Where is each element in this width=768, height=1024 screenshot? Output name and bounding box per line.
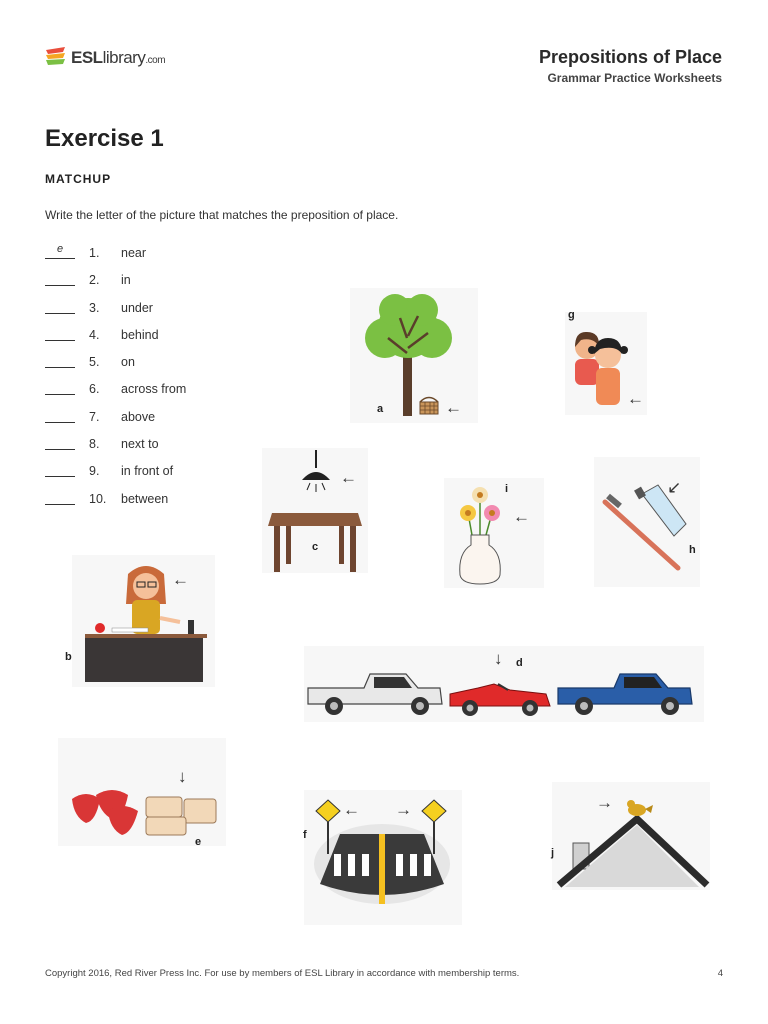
- arrow-diag-h: ↙: [667, 478, 682, 497]
- answer-blank[interactable]: [45, 504, 75, 505]
- question-row: [45, 490, 275, 517]
- answer-blank[interactable]: [45, 313, 75, 314]
- picture-label-e: e: [195, 836, 202, 848]
- arrow-left-g: ←: [627, 389, 644, 408]
- answer-blank[interactable]: [45, 367, 75, 368]
- instructions: Write the letter of the picture that matches the preposition of place.: [45, 208, 399, 222]
- logo-library: library: [102, 48, 146, 67]
- page-title: Prepositions of Place: [538, 47, 722, 67]
- arrow-down-d: ↓: [494, 649, 503, 668]
- question-row: [45, 353, 275, 380]
- question-word: above: [121, 409, 156, 424]
- copyright-footer: Copyright 2016, Red River Press Inc. For use by members of ESL Library in accordance with membership terms.: [45, 968, 520, 979]
- question-row: [45, 435, 275, 462]
- question-row: [45, 408, 275, 435]
- arrow-left-a: ←: [445, 398, 462, 417]
- picture-label-h: h: [689, 544, 696, 556]
- blue-truck-icon: [556, 668, 694, 718]
- picture-label-g: g: [568, 309, 575, 321]
- answer-blank[interactable]: [45, 285, 75, 286]
- question-number: 5.: [89, 355, 100, 370]
- question-word: in front of: [121, 464, 174, 479]
- arrow-right-f: →: [395, 800, 412, 819]
- question-word: in: [121, 273, 131, 288]
- page-number: 4: [717, 968, 723, 979]
- exercise-title: Exercise 1: [45, 125, 164, 152]
- question-word: on: [121, 355, 135, 370]
- logo-mark-icon: [45, 45, 67, 67]
- red-convertible-icon: [448, 678, 552, 718]
- white-truck-icon: [306, 668, 444, 718]
- question-number: 10.: [89, 491, 107, 506]
- question-number: 8.: [89, 437, 100, 452]
- question-word: across from: [121, 382, 187, 397]
- flowers-vase-icon: [450, 483, 510, 586]
- page-subtitle: Grammar Practice Worksheets: [547, 71, 722, 85]
- basket-icon: [418, 396, 442, 416]
- question-number: 1.: [89, 246, 100, 260]
- picture-label-a: a: [377, 403, 384, 415]
- answer-blank[interactable]: [45, 422, 75, 423]
- arrow-left-i: ←: [513, 507, 530, 526]
- arrow-down-e: ↓: [178, 767, 187, 786]
- question-row: [45, 299, 275, 326]
- answer-blank[interactable]: [45, 258, 75, 259]
- logo-dotcom: .com: [145, 55, 166, 66]
- picture-label-b: b: [65, 651, 72, 663]
- picture-label-i: i: [505, 483, 509, 495]
- teacher-desk-icon: [82, 560, 210, 685]
- answer-blank[interactable]: [45, 449, 75, 450]
- question-number: 7.: [89, 409, 100, 424]
- answer-blank[interactable]: [45, 394, 75, 395]
- arrow-left-b: ←: [172, 570, 189, 589]
- logo-esl: ESL: [71, 48, 103, 67]
- question-number: 2.: [89, 273, 100, 288]
- question-word: between: [121, 491, 169, 506]
- strawberries-crackers-icon: [66, 785, 222, 840]
- question-word: behind: [121, 327, 159, 342]
- question-row: [45, 326, 275, 353]
- arrow-left-f: ←: [343, 800, 360, 819]
- question-row: [45, 244, 275, 271]
- esl-library-logo: [45, 45, 185, 71]
- question-word: next to: [121, 437, 159, 452]
- picture-label-d: d: [516, 657, 523, 669]
- question-number: 3.: [89, 300, 100, 315]
- question-word: under: [121, 300, 153, 315]
- question-row: [45, 462, 275, 489]
- arrow-right-j: →: [596, 793, 613, 812]
- answer-blank[interactable]: [45, 340, 75, 341]
- picture-label-c: c: [312, 541, 319, 553]
- question-row: [45, 271, 275, 298]
- question-number: 4.: [89, 327, 100, 342]
- question-number: 9.: [89, 464, 100, 479]
- answer-blank[interactable]: [45, 476, 75, 477]
- question-row: [45, 380, 275, 407]
- answer-text: e: [56, 243, 64, 255]
- crosswalk-icon: [312, 794, 452, 906]
- question-number: 6.: [89, 382, 100, 397]
- picture-label-j: j: [551, 847, 555, 859]
- section-heading: MATCHUP: [45, 172, 112, 186]
- question-word: near: [121, 246, 147, 260]
- roof-bird-icon: [555, 795, 710, 890]
- question-list: [45, 244, 275, 517]
- picture-label-f: f: [303, 829, 307, 841]
- arrow-left-c: ←: [340, 468, 357, 487]
